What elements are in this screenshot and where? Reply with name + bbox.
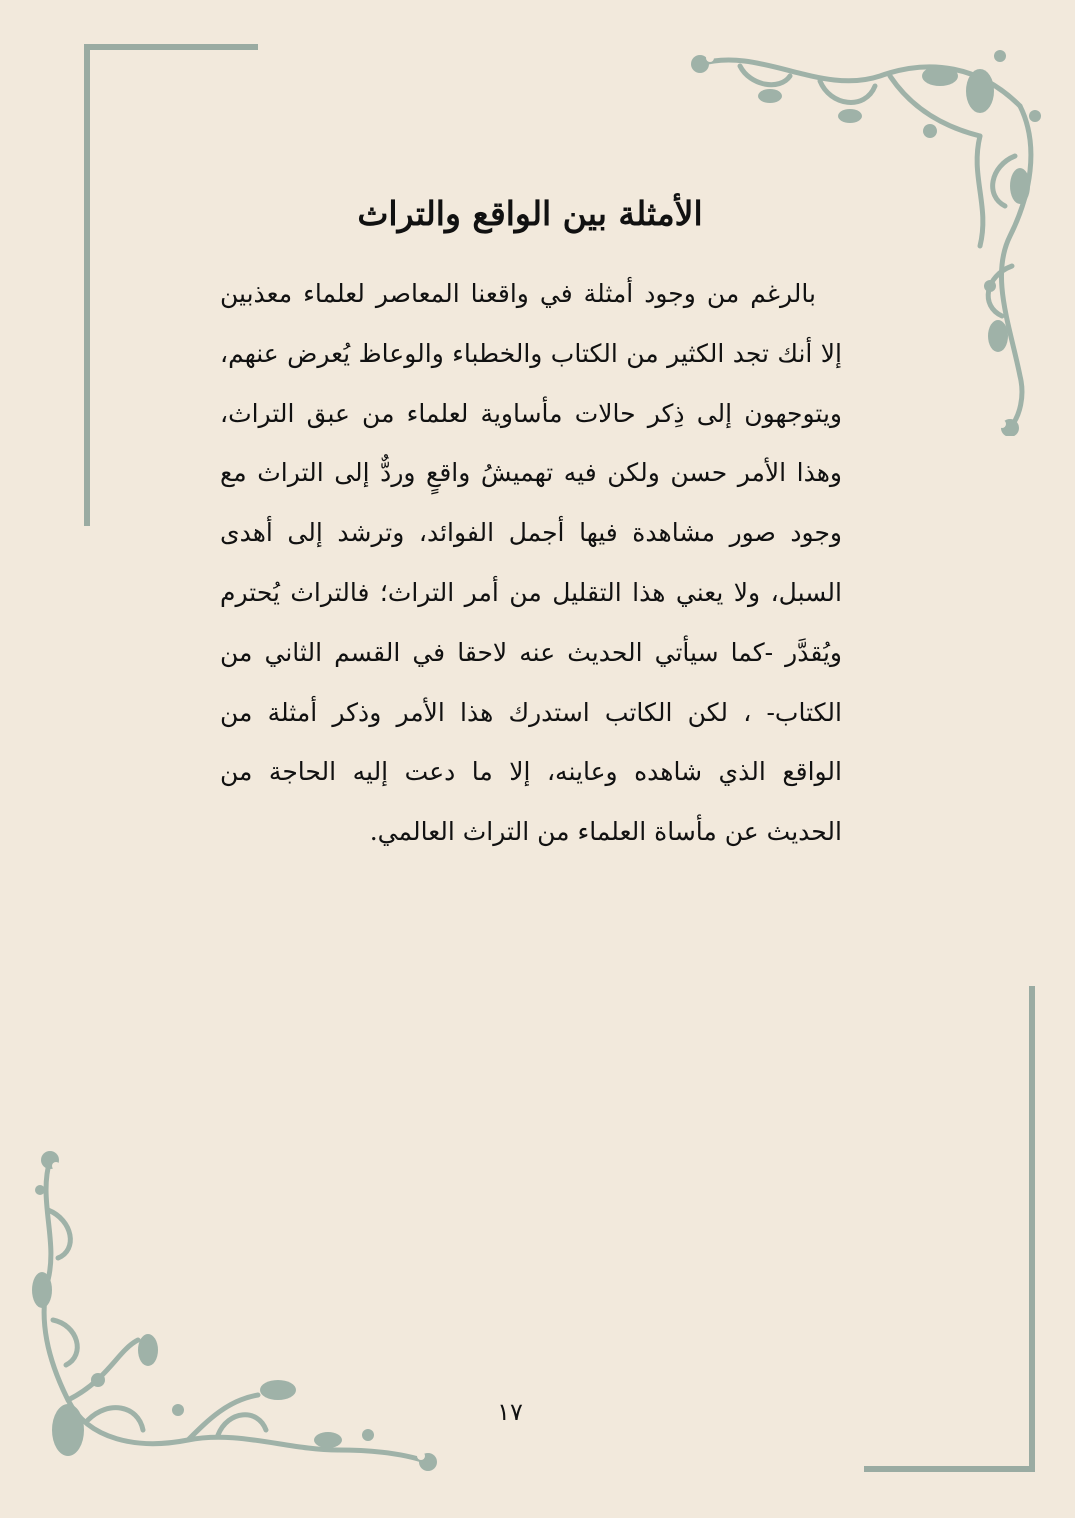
frame-top-left-horizontal: [84, 44, 258, 50]
floral-corner-bottom-left-icon: [28, 1150, 438, 1480]
page-title: الأمثلة بين الواقع والتراث: [357, 194, 703, 233]
frame-top-left-vertical: [84, 44, 90, 526]
page-number: ١٧: [497, 1398, 523, 1426]
frame-bottom-right-horizontal: [864, 1466, 1035, 1472]
body-paragraph: بالرغم من وجود أمثلة في واقعنا المعاصر لعلماء معذبين إلا أنك تجد الكثير من الكتاب والخطباء والوعاظ يُعرض عنهم، ويتوجهون إلى ذِكر حالات مأساوية لعلماء من عبق التراث، وهذا الأمر حسن ولكن فيه تهميشُ واقعٍ وردٌّ إلى التراث مع وجود صور مشاهدة فيها أجمل الفوائد، وترشد إلى أهدى السبل، ولا يعني هذا التقليل من أمر التراث؛ فالتراث يُحترم ويُقدَّر -كما سيأتي الحديث عنه لاحقا في القسم الثاني من الكتاب- ، لكن الكاتب استدرك هذا الأمر وذكر أمثلة من الواقع الذي شاهده وعاينه، إلا ما دعت إليه الحاجة من الحديث عن مأساة العلماء من التراث العالمي.: [220, 279, 842, 847]
frame-bottom-right-vertical: [1029, 986, 1035, 1472]
